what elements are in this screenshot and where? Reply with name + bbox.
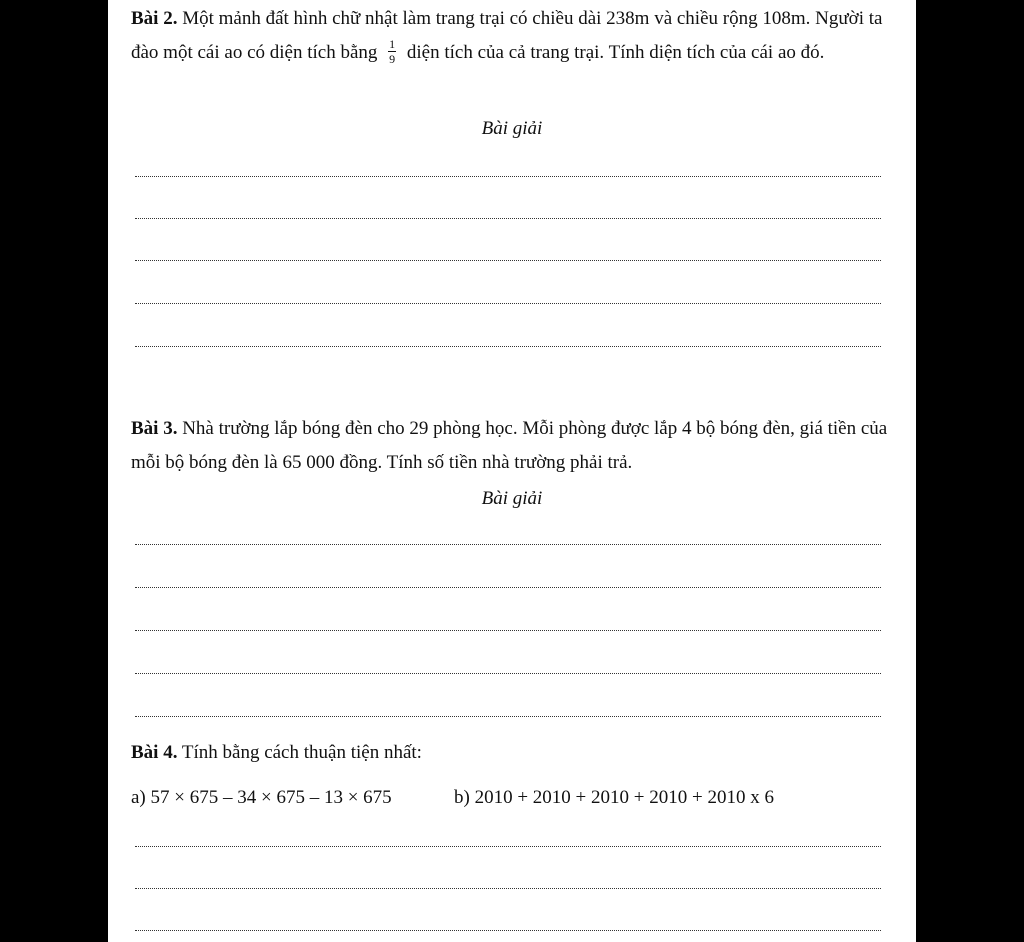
bai2-label: Bài 2. (131, 8, 178, 29)
fraction-denominator: 9 (389, 52, 396, 67)
answer-line (135, 218, 881, 219)
bai4-text: Tính bằng cách thuận tiện nhất: (181, 742, 422, 763)
bai3-solution-heading: Bài giải (481, 488, 543, 509)
answer-line (135, 544, 881, 545)
bai2-problem (131, 2, 891, 70)
answer-line (135, 303, 881, 304)
answer-line (135, 587, 881, 588)
bai2-solution-heading: Bài giải (481, 118, 543, 139)
answer-line (135, 846, 881, 847)
bai3-problem (131, 412, 891, 480)
answer-line (135, 930, 881, 931)
bai4-label: Bài 4. (131, 742, 178, 763)
bai2-text-end: diện tích của cả trang trại. Tính diện tích của cái ao đó. (406, 42, 825, 63)
answer-line (135, 346, 881, 347)
bai3-text: Nhà trường lắp bóng đèn cho 29 phòng học. Mỗi phòng được lắp 4 bộ bóng đèn, giá tiền của mỗi bộ bóng đèn là 65 000 đồng. Tính số tiền nhà trường phải trả. (131, 418, 888, 473)
fraction-one-ninth (388, 38, 396, 65)
answer-line (135, 176, 881, 177)
answer-line (135, 716, 881, 717)
bai4-part-a: a) 57 × 675 – 34 × 675 – 13 × 675 (131, 787, 392, 808)
answer-line (135, 260, 881, 261)
answer-line (135, 888, 881, 889)
worksheet-page (108, 0, 916, 942)
bai4-problem (131, 736, 891, 770)
answer-line (135, 630, 881, 631)
bai3-label: Bài 3. (131, 418, 178, 439)
bai2-text: Một mảnh đất hình chữ nhật làm trang trại có chiều dài 238m và chiều rộng 108m. Người ta đào một cái ao có diện tích bằng (131, 8, 883, 63)
bai4-part-b: b) 2010 + 2010 + 2010 + 2010 + 2010 x 6 (454, 787, 774, 808)
answer-line (135, 673, 881, 674)
fraction-numerator: 1 (389, 37, 396, 52)
